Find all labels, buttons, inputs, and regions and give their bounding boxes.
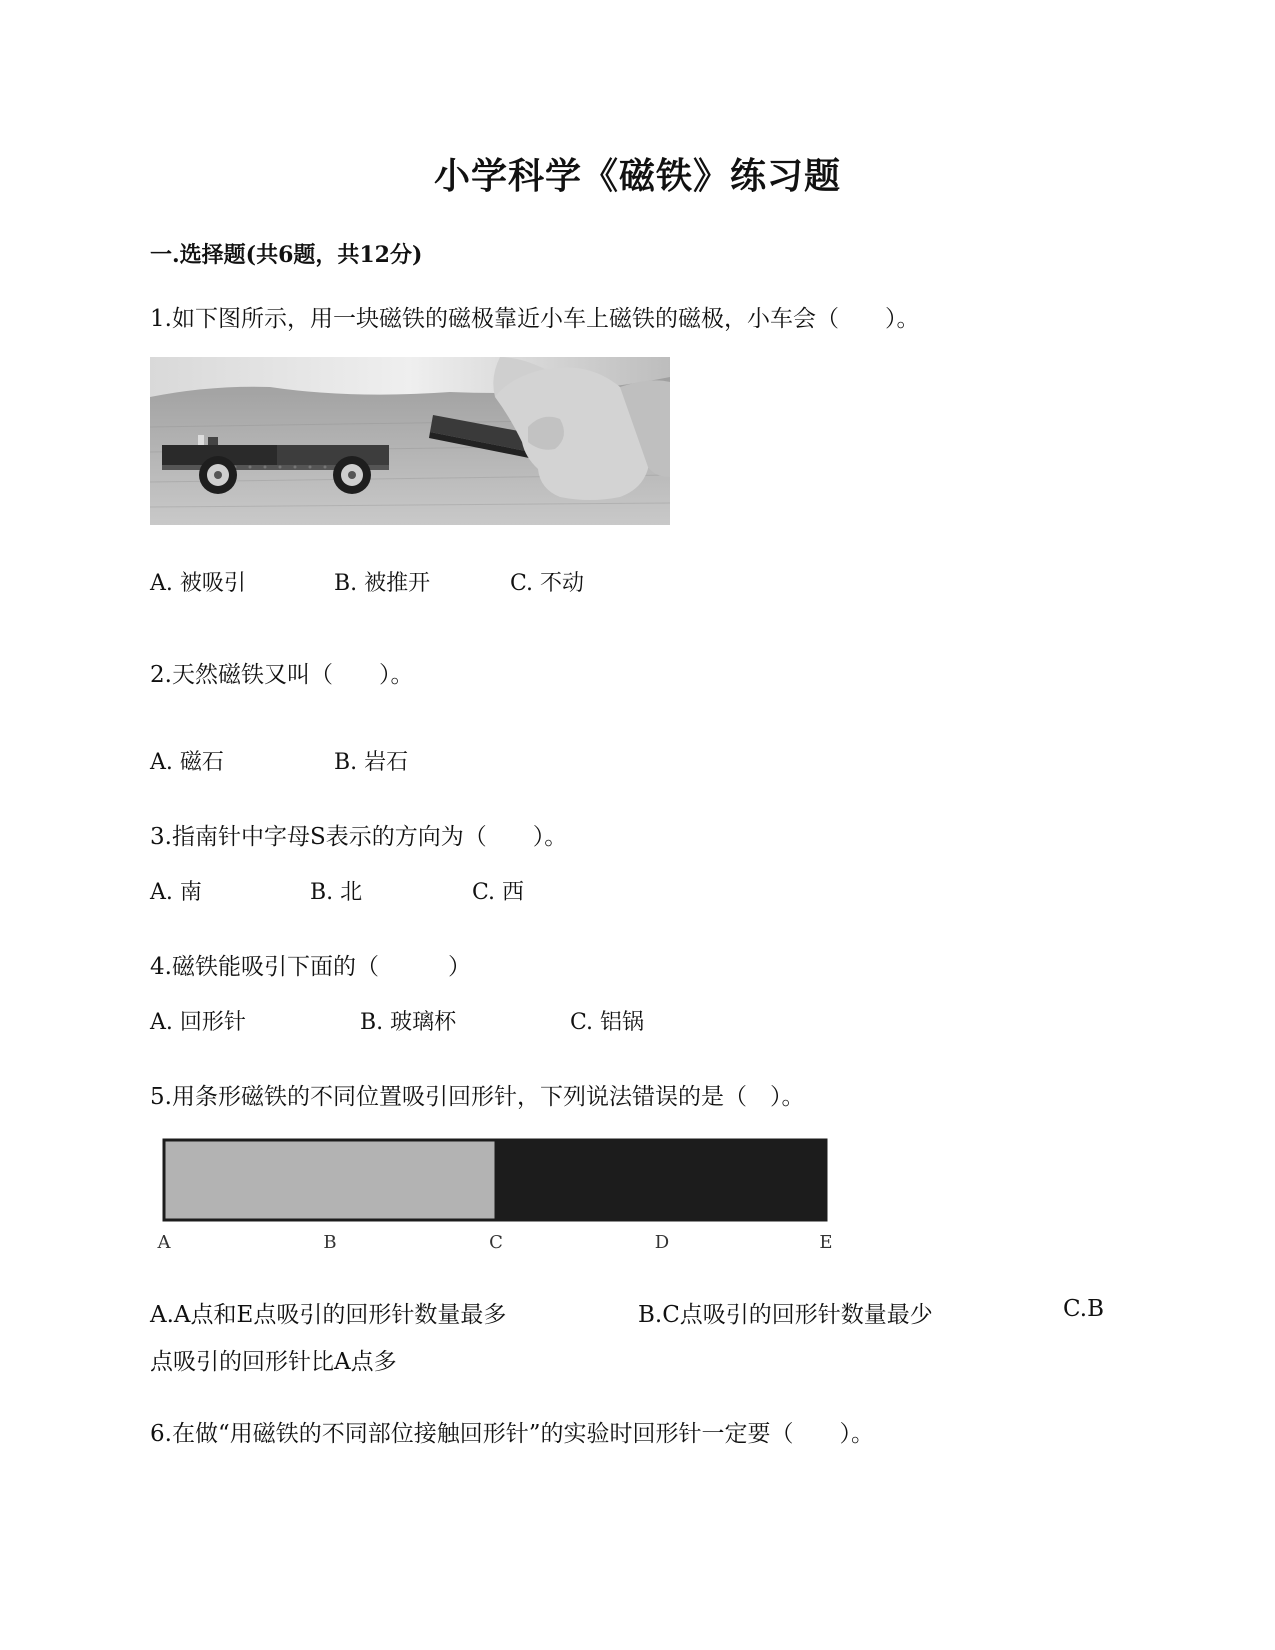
question-3-stem: 3.指南针中字母S表示的方向为（ ）。 — [150, 824, 568, 850]
toy-car-magnet-photo — [150, 357, 670, 525]
question-5-option-b: B.C点吸引的回形针数量最少 — [638, 1302, 933, 1328]
question-2-option-b: B. 岩石 — [334, 750, 409, 775]
question-2-option-a: A. 磁石 — [150, 750, 224, 775]
page-title: 小学科学《磁铁》练习题 — [433, 155, 841, 197]
point-label-c: C — [489, 1232, 503, 1253]
magnet-dark-half — [496, 1140, 826, 1220]
question-4-option-b: B. 玻璃杯 — [360, 1010, 457, 1035]
point-label-d: D — [654, 1232, 670, 1253]
question-5-option-c-continuation: 点吸引的回形针比A点多 — [150, 1349, 397, 1375]
question-2-stem: 2.天然磁铁又叫（ ）。 — [150, 662, 414, 688]
bar-magnet-diagram — [150, 1138, 850, 1258]
question-4-option-c: C. 铝锅 — [570, 1010, 645, 1035]
question-5-option-a: A.A点和E点吸引的回形针数量最多 — [150, 1302, 507, 1328]
point-label-b: B — [323, 1232, 337, 1253]
question-1-option-a: A. 被吸引 — [150, 571, 246, 596]
question-5-stem: 5.用条形磁铁的不同位置吸引回形针，下列说法错误的是（ ）。 — [150, 1084, 805, 1110]
question-4-option-a: A. 回形针 — [150, 1010, 246, 1035]
question-3-option-b: B. 北 — [310, 880, 363, 905]
question-1-stem: 1.如下图所示，用一块磁铁的磁极靠近小车上磁铁的磁极，小车会（ ）。 — [150, 306, 920, 332]
question-1-option-b: B. 被推开 — [334, 571, 431, 596]
section-heading: 一.选择题(共6题，共12分) — [150, 242, 423, 268]
question-3-option-a: A. 南 — [150, 880, 202, 905]
question-3-option-c: C. 西 — [472, 880, 525, 905]
question-6-stem: 6.在做“用磁铁的不同部位接触回形针”的实验时回形针一定要（ ）。 — [150, 1421, 874, 1447]
point-label-e: E — [819, 1232, 833, 1253]
question-5-option-c: C.B — [1063, 1296, 1104, 1322]
magnet-light-half — [164, 1140, 496, 1220]
question-4-stem: 4.磁铁能吸引下面的（ ） — [150, 954, 471, 980]
question-1-option-c: C. 不动 — [510, 571, 585, 596]
point-label-a: A — [157, 1232, 171, 1253]
